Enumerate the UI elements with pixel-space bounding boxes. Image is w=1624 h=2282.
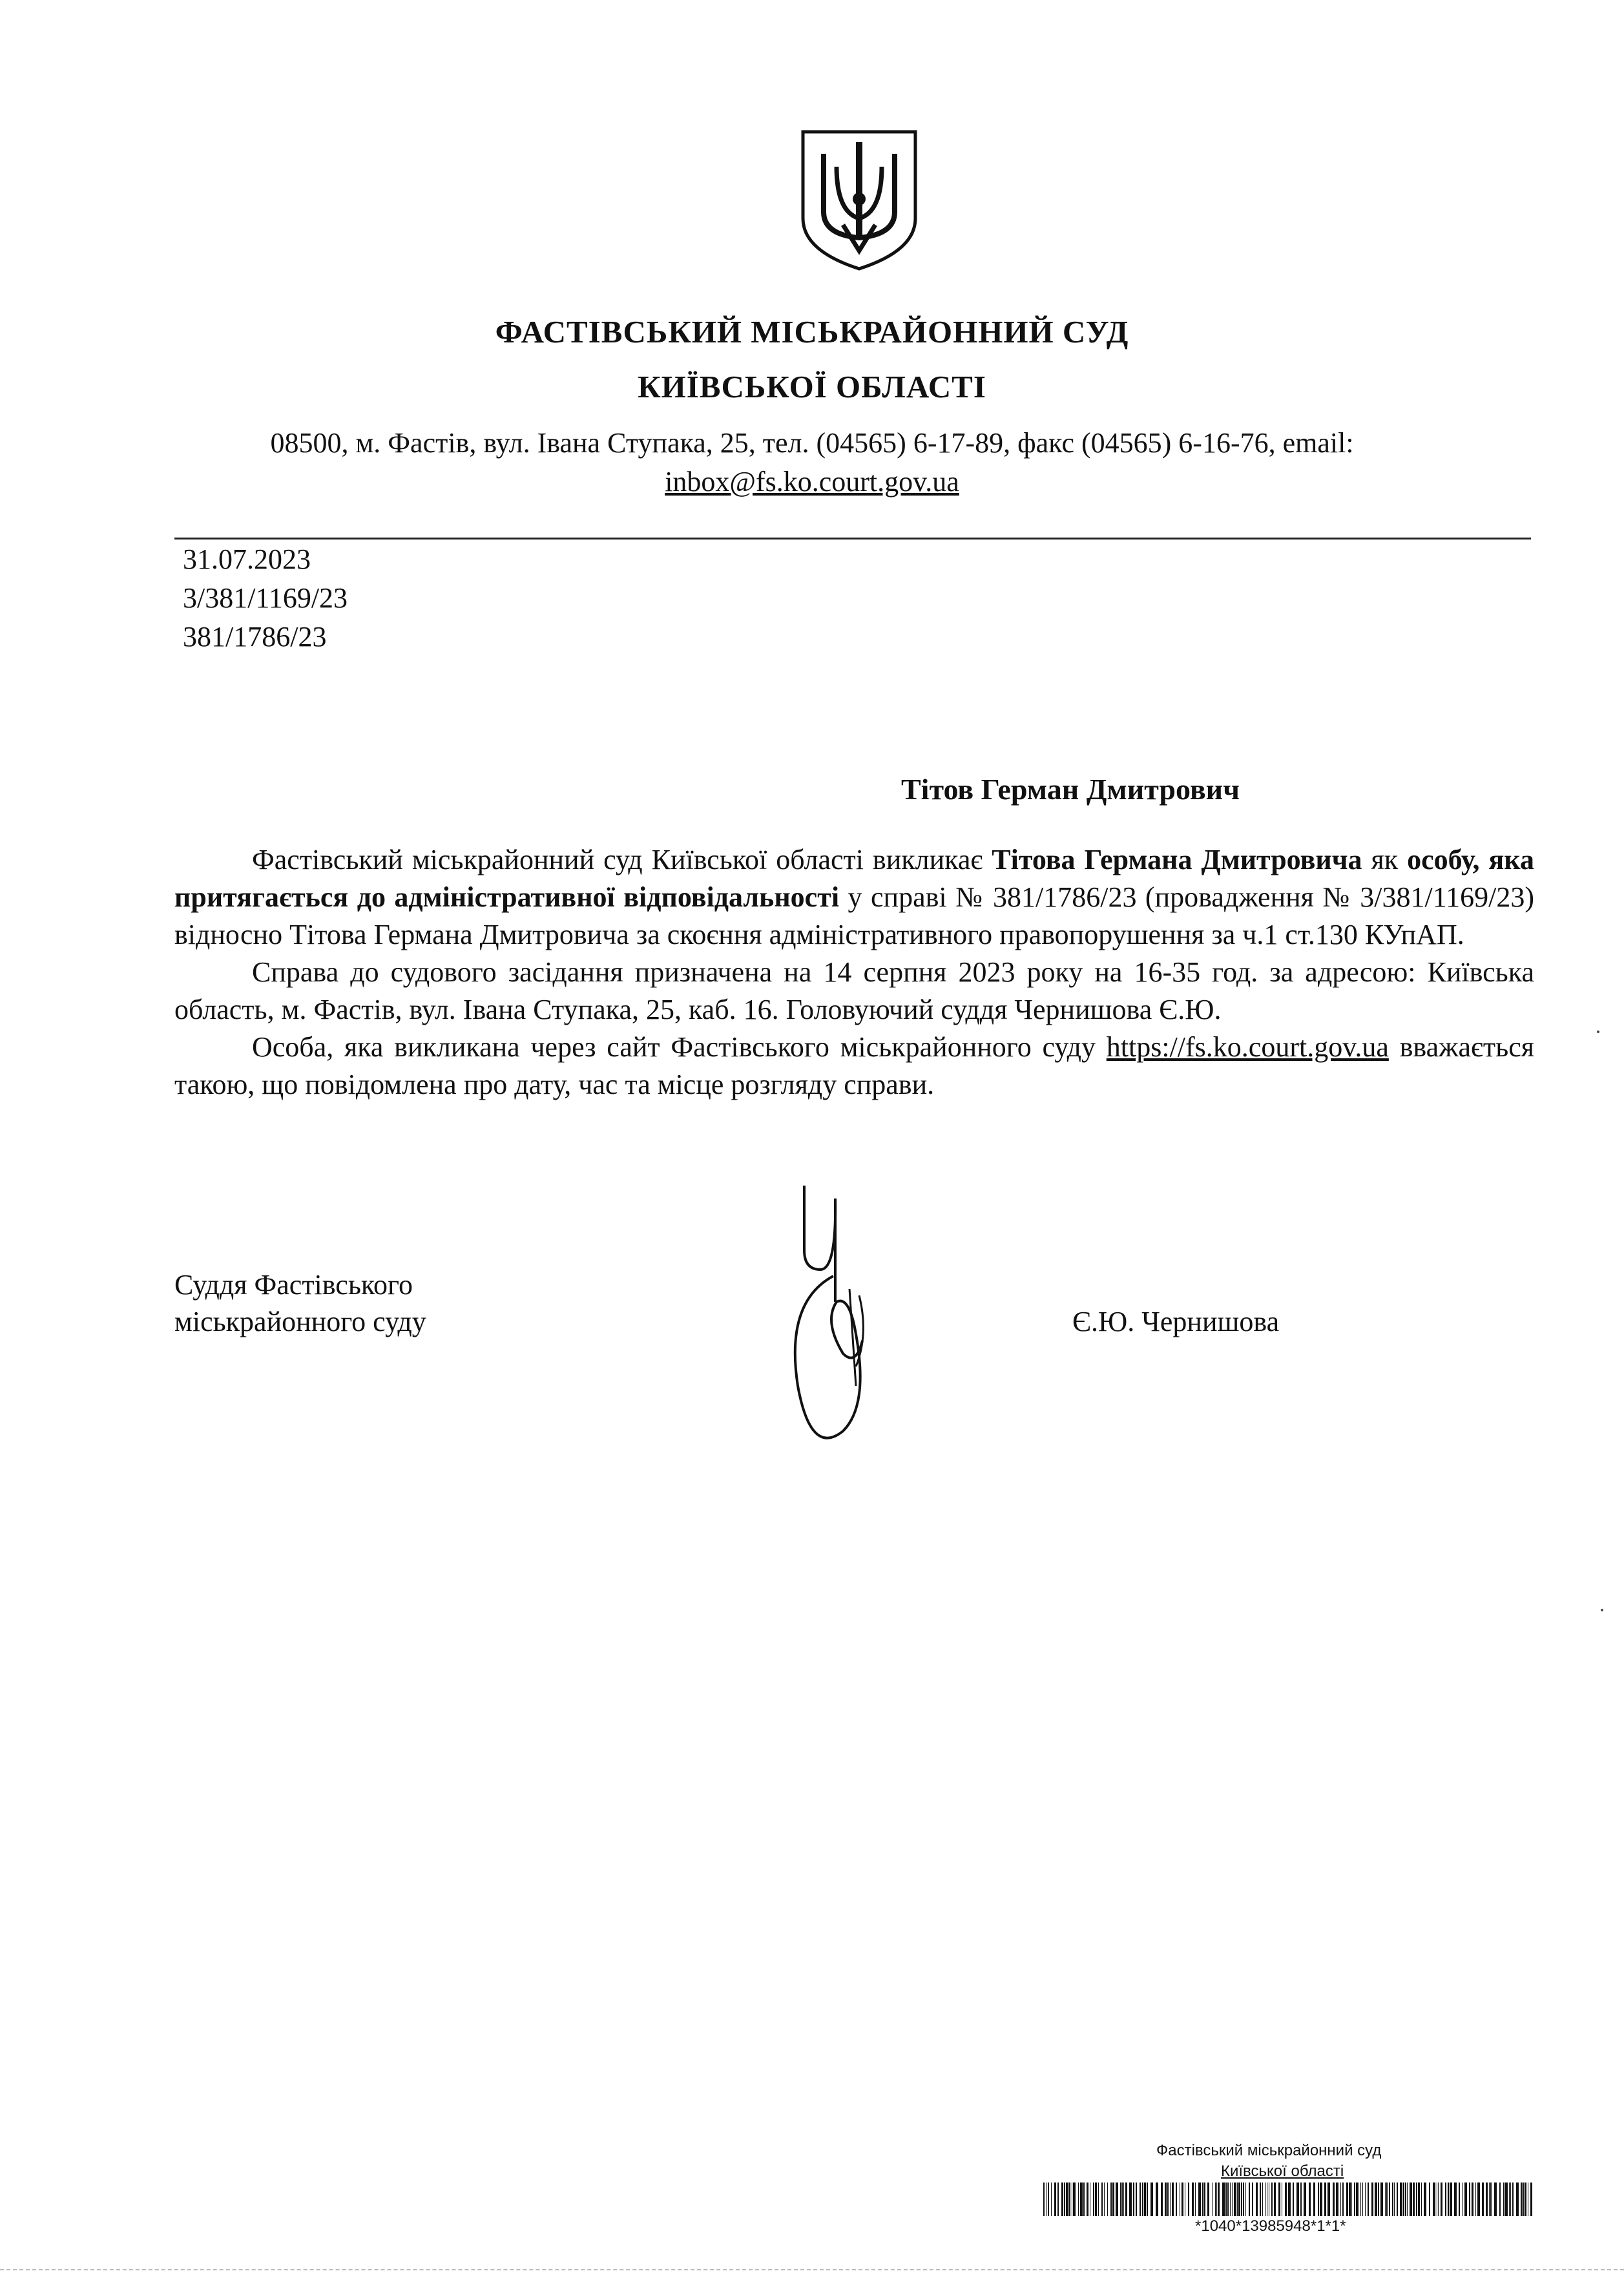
barcode-bar <box>1218 2183 1220 2216</box>
barcode-bar <box>1198 2183 1201 2216</box>
barcode-bar <box>1165 2183 1167 2216</box>
scan-speck <box>1597 1031 1599 1033</box>
barcode-bar <box>1360 2183 1361 2216</box>
barcode-bar <box>1320 2183 1322 2216</box>
barcode-bar <box>1156 2183 1158 2216</box>
header-divider <box>174 538 1531 539</box>
barcode-bar <box>1469 2183 1470 2216</box>
document-date: 31.07.2023 <box>183 543 311 575</box>
barcode-bar <box>1389 2183 1390 2216</box>
barcode-bar <box>1230 2183 1231 2216</box>
barcode-bar <box>1424 2183 1426 2216</box>
barcode-bar <box>1256 2183 1258 2216</box>
barcode-bar <box>1265 2183 1266 2216</box>
barcode-bar <box>1354 2183 1355 2216</box>
barcode-bar <box>1107 2183 1108 2216</box>
barcode-bar <box>1380 2183 1383 2216</box>
barcode-bar <box>1188 2183 1189 2216</box>
barcode-bar <box>1192 2183 1194 2216</box>
barcode-bar <box>1445 2183 1446 2216</box>
barcode-bar <box>1410 2183 1412 2216</box>
barcode-bar <box>1120 2183 1121 2216</box>
barcode-bar <box>1161 2183 1163 2216</box>
barcode-bar <box>1438 2183 1439 2216</box>
barcode-bar <box>1418 2183 1420 2216</box>
barcode-bar <box>1167 2183 1169 2216</box>
coat-of-arms-icon <box>798 128 921 271</box>
barcode-bar <box>1116 2183 1118 2216</box>
barcode-bar <box>1403 2183 1404 2216</box>
barcode-bar <box>1448 2183 1449 2216</box>
barcode-bar <box>1129 2183 1132 2216</box>
barcode-bar <box>1503 2183 1504 2216</box>
barcode-bar <box>1313 2183 1315 2216</box>
barcode-bar <box>1392 2183 1393 2216</box>
document-body <box>174 841 1534 1104</box>
barcode-bar <box>1232 2183 1233 2216</box>
barcode-bar <box>1225 2183 1227 2216</box>
barcode-bar <box>1464 2183 1467 2216</box>
handwritten-signature <box>759 1173 914 1457</box>
barcode-bar <box>1413 2183 1415 2216</box>
court-region: КИЇВСЬКОЇ ОБЛАСТІ <box>638 369 986 404</box>
barcode-bar <box>1397 2183 1398 2216</box>
barcode-bar <box>1459 2183 1460 2216</box>
barcode-bar <box>1509 2183 1510 2216</box>
barcode-bar <box>1260 2183 1261 2216</box>
p1-bold-role: особу, яка притягається до адміністративної відповідальності <box>174 844 1534 913</box>
barcode-bar <box>1080 2183 1083 2216</box>
barcode-bar <box>1068 2183 1070 2216</box>
barcode-bar <box>1110 2183 1112 2216</box>
barcode-bar <box>1462 2183 1463 2216</box>
barcode-bar <box>1429 2183 1430 2216</box>
barcode-bar <box>1222 2183 1225 2216</box>
p3-text-a: Особа, яка викликана через сайт Фастівського міськрайонного суду <box>252 1031 1107 1063</box>
barcode-bar <box>1216 2183 1217 2216</box>
barcode-icon <box>1043 2183 1534 2216</box>
court-email-link[interactable]: inbox@fs.ko.court.gov.ua <box>665 466 959 497</box>
barcode-bar <box>1394 2183 1395 2216</box>
barcode-bar <box>1318 2183 1319 2216</box>
barcode-bar <box>1477 2183 1480 2216</box>
barcode-bar <box>1147 2183 1148 2216</box>
barcode-bar <box>1346 2183 1348 2216</box>
barcode-bar <box>1490 2183 1492 2216</box>
barcode-bar <box>1486 2183 1488 2216</box>
barcode-bar <box>1195 2183 1196 2216</box>
barcode-bar <box>1333 2183 1335 2216</box>
barcode-bar <box>1351 2183 1352 2216</box>
barcode-bar <box>1421 2183 1422 2216</box>
barcode-bar <box>1121 2183 1123 2216</box>
barcode-bar <box>1371 2183 1373 2216</box>
proceeding-number: 3/381/1169/23 <box>183 582 348 614</box>
barcode-bar <box>1375 2183 1377 2216</box>
barcode-bar <box>1227 2183 1229 2216</box>
barcode-bar <box>1203 2183 1205 2216</box>
barcode-bar <box>1073 2183 1076 2216</box>
barcode-bar <box>1482 2183 1484 2216</box>
barcode-bar <box>1356 2183 1359 2216</box>
barcode-bar <box>1530 2183 1532 2216</box>
barcode-text: *1040*13985948*1*1* <box>1195 2217 1346 2235</box>
barcode-bar <box>1336 2183 1338 2216</box>
p3-text-b: вважається такою, що повідомлена про дату, час та місце розгляду справи. <box>174 1031 1534 1100</box>
barcode-bar <box>1405 2183 1406 2216</box>
barcode-bar <box>1505 2183 1508 2216</box>
barcode-bar <box>1454 2183 1457 2216</box>
court-website-link[interactable]: https://fs.ko.court.gov.ua <box>1106 1031 1389 1063</box>
scan-edge <box>0 2269 1624 2270</box>
barcode-bar <box>1271 2183 1273 2216</box>
scan-speck <box>1601 1609 1603 1611</box>
barcode-bar <box>1048 2183 1049 2216</box>
barcode-bar <box>1215 2183 1216 2216</box>
barcode-bar <box>1142 2183 1143 2216</box>
barcode-bar <box>1144 2183 1146 2216</box>
barcode-bar <box>1066 2183 1068 2216</box>
judge-name: Є.Ю. Чернишова <box>1072 1306 1280 1337</box>
barcode-bar <box>1400 2183 1402 2216</box>
barcode-bar <box>1499 2183 1501 2216</box>
signer-title-line1: Суддя Фастівського <box>174 1269 413 1301</box>
barcode-bar <box>1176 2183 1177 2216</box>
barcode-bar <box>1342 2183 1344 2216</box>
barcode-bar <box>1078 2183 1079 2216</box>
barcode-bar <box>1245 2183 1246 2216</box>
barcode-bar <box>1472 2183 1473 2216</box>
barcode-bar <box>1324 2183 1326 2216</box>
barcode-bar <box>1293 2183 1294 2216</box>
barcode-bar <box>1207 2183 1209 2216</box>
barcode-bar <box>1285 2183 1287 2216</box>
barcode-bar <box>1489 2183 1490 2216</box>
barcode-bar <box>1237 2183 1238 2216</box>
barcode-bar <box>1249 2183 1250 2216</box>
barcode-bar <box>1385 2183 1386 2216</box>
barcode-bar <box>1136 2183 1137 2216</box>
barcode-bar <box>1170 2183 1171 2216</box>
barcode-bar <box>1274 2183 1276 2216</box>
court-name: ФАСТІВСЬКИЙ МІСЬКРАЙОННИЙ СУД <box>495 314 1129 350</box>
barcode-bar <box>1441 2183 1442 2216</box>
barcode-bar <box>1512 2183 1514 2216</box>
barcode-bar <box>1101 2183 1103 2216</box>
barcode-bar <box>1125 2183 1127 2216</box>
barcode-bar <box>1238 2183 1240 2216</box>
barcode-bar <box>1083 2183 1085 2216</box>
barcode-bar <box>1093 2183 1094 2216</box>
barcode-bar <box>1521 2183 1523 2216</box>
barcode-bar <box>1095 2183 1097 2216</box>
barcode-bar <box>1182 2183 1183 2216</box>
barcode-bar <box>1046 2183 1047 2216</box>
court-address: 08500, м. Фастів, вул. Івана Ступака, 25, тел. (04565) 6-17-89, факс (04565) 6-16-76, email: <box>270 427 1354 459</box>
p1-text-e: у справі № 381/1786/23 (провадження № 3/381/1169/23) відносно Тітова Германа Дмитровича за скоєння адміністративного правопорушення за ч.1 ст.130 КУпАП. <box>174 881 1535 950</box>
barcode-bar <box>1104 2183 1105 2216</box>
barcode-bar <box>1407 2183 1408 2216</box>
recipient-name: Тітов Герман Дмитрович <box>901 773 1240 806</box>
barcode-bar <box>1061 2183 1063 2216</box>
barcode-bar <box>1057 2183 1059 2216</box>
barcode-bar <box>1378 2183 1379 2216</box>
barcode-bar <box>1365 2183 1366 2216</box>
barcode-bar <box>1288 2183 1291 2216</box>
barcode-bar <box>1243 2183 1244 2216</box>
barcode-bar <box>1140 2183 1141 2216</box>
barcode-bar <box>1494 2183 1497 2216</box>
barcode-bar <box>1327 2183 1330 2216</box>
barcode-bar <box>1386 2183 1388 2216</box>
body-paragraph-2: Справа до судового засідання призначена на 14 серпня 2023 року на 16-35 год. за адресою: Київська область, м. Фастів, вул. Івана Ступака, 25, каб. 16. Головуючий суддя Чернишова Є.Ю. <box>174 956 1534 1025</box>
barcode-bar <box>1064 2183 1065 2216</box>
body-paragraph-1 <box>174 841 1534 954</box>
signer-title-line2: міськрайонного суду <box>174 1306 426 1337</box>
barcode-bar <box>1416 2183 1417 2216</box>
barcode-bar <box>1510 2183 1511 2216</box>
barcode-bar <box>1523 2183 1525 2216</box>
barcode-bar <box>1278 2183 1280 2216</box>
barcode-bar <box>1309 2183 1311 2216</box>
barcode-bar <box>1362 2183 1363 2216</box>
barcode-bar <box>1123 2183 1124 2216</box>
p1-text-a: Фастівський міськрайонний суд Київської області викликає <box>252 844 992 875</box>
barcode-bar <box>1304 2183 1306 2216</box>
barcode-bar <box>1202 2183 1203 2216</box>
barcode-bar <box>1051 2183 1052 2216</box>
barcode-bar <box>1340 2183 1341 2216</box>
barcode-bar <box>1043 2183 1045 2216</box>
barcode-bar <box>1433 2183 1435 2216</box>
signer-title <box>174 1266 426 1340</box>
p1-bold-name: Тітова Германа Дмитровича <box>992 844 1362 875</box>
stamp-line1: Фастівський міськрайонний суд <box>1156 2142 1382 2159</box>
case-number: 381/1786/23 <box>183 621 327 653</box>
stamp-line2: Київської області <box>1221 2162 1344 2180</box>
barcode-bar <box>1300 2183 1302 2216</box>
barcode-bar <box>1172 2183 1174 2216</box>
barcode-bar <box>1087 2183 1088 2216</box>
body-paragraph-3 <box>174 1029 1534 1104</box>
barcode-bar <box>1098 2183 1099 2216</box>
barcode-bar <box>1450 2183 1452 2216</box>
barcode-bar <box>1262 2183 1263 2216</box>
barcode-bar <box>1133 2183 1134 2216</box>
barcode-bar <box>1368 2183 1369 2216</box>
barcode-bar <box>1054 2183 1056 2216</box>
barcode-bar <box>1475 2183 1476 2216</box>
p1-text-c: як <box>1362 844 1408 875</box>
barcode-bar <box>1241 2183 1242 2216</box>
barcode-bar <box>1516 2183 1519 2216</box>
barcode-bar <box>1212 2183 1213 2216</box>
barcode-bar <box>1525 2183 1526 2216</box>
barcode-bar <box>1349 2183 1351 2216</box>
barcode-bar <box>1296 2183 1299 2216</box>
barcode-bar <box>1112 2183 1114 2216</box>
barcode-bar <box>1252 2183 1253 2216</box>
barcode-bar <box>1234 2183 1236 2216</box>
barcode-bar <box>1150 2183 1153 2216</box>
